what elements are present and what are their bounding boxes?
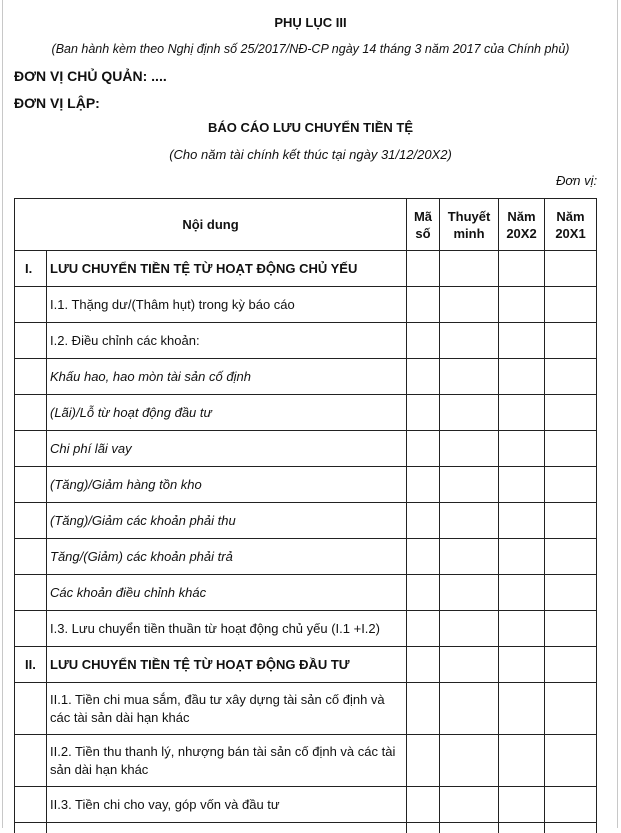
note-cell [440,359,499,395]
row-number [15,359,47,395]
note-cell [440,431,499,467]
row-content-line: Khấu hao, hao mòn tài sản cố định [50,368,251,384]
code-cell [407,735,440,787]
row-content [47,503,407,539]
preparing-unit: ĐƠN VỊ LẬP: [14,95,100,111]
year-20x1-cell [545,287,597,323]
table-row [15,683,597,735]
appendix-title: PHỤ LỤC III [274,15,347,30]
row-content-line: II.1. Tiền chi mua sắm, đầu tư xây dựng tài sản cố định và [50,691,385,707]
code-cell [407,359,440,395]
row-content [47,539,407,575]
year-20x2-cell [499,575,545,611]
year-20x2-cell [499,359,545,395]
year-20x2-cell [499,683,545,735]
table-row [15,323,597,359]
year-20x2-cell [499,503,545,539]
note-cell [440,323,499,359]
row-content [47,251,407,287]
table-row [15,787,597,823]
table-header-row [15,199,597,251]
row-content [47,287,407,323]
year-20x1-cell [545,683,597,735]
year-20x1-cell [545,787,597,823]
row-number [15,323,47,359]
row-number [15,611,47,647]
row-number [15,467,47,503]
row-number [15,395,47,431]
row-content-line: (Lãi)/Lỗ từ hoạt động đầu tư [50,404,212,420]
row-number [15,575,47,611]
year-20x2-cell [499,647,545,683]
year-20x1-cell [545,323,597,359]
report-subtitle: (Cho năm tài chính kết thúc tại ngày 31/12/20X2) [169,147,452,162]
col-header-year-20x1: Năm 20X1 [545,199,597,251]
table-row [15,395,597,431]
code-cell [407,647,440,683]
row-content [47,683,407,735]
col-header-code: Mã số [407,199,440,251]
row-content [47,359,407,395]
code-cell [407,287,440,323]
note-cell [440,395,499,431]
year-20x1-cell [545,503,597,539]
table-row [15,251,597,287]
row-content [47,467,407,503]
year-20x1-cell [545,467,597,503]
row-number [15,539,47,575]
note-cell [440,575,499,611]
note-cell [440,467,499,503]
row-content-line: Tăng/(Giảm) các khoản phải trả [50,548,233,564]
col-header-year-20x2: Năm 20X2 [499,199,545,251]
year-20x1-cell [545,539,597,575]
row-content-line: I.1. Thặng dư/(Thâm hụt) trong kỳ báo cáo [50,296,295,312]
code-cell [407,575,440,611]
row-content-line: LƯU CHUYỂN TIỀN TỆ TỪ HOẠT ĐỘNG CHỦ YẾU [50,260,358,276]
year-20x1-cell [545,251,597,287]
note-cell [440,735,499,787]
row-number: I. [15,251,47,287]
table-row [15,647,597,683]
table-row [15,503,597,539]
row-content-line: các tài sản dài hạn khác [50,709,190,725]
unit-label: Đơn vị: [556,173,598,188]
cash-flow-table [14,198,597,833]
row-content-line: LƯU CHUYỂN TIỀN TỆ TỪ HOẠT ĐỘNG ĐẦU TƯ [50,656,350,672]
table-row [15,611,597,647]
row-number [15,683,47,735]
year-20x2-cell [499,539,545,575]
row-content [47,431,407,467]
code-cell [407,787,440,823]
year-20x2-cell [499,735,545,787]
row-number [15,287,47,323]
code-cell [407,467,440,503]
year-20x2-cell [499,431,545,467]
row-number [15,503,47,539]
year-20x1-cell [545,575,597,611]
code-cell [407,611,440,647]
row-content [47,323,407,359]
code-cell [407,683,440,735]
table-row [15,467,597,503]
row-content-line: II.2. Tiền thu thanh lý, nhượng bán tài sản cố định và các tài [50,743,396,759]
year-20x1-cell [545,735,597,787]
year-20x2-cell [499,287,545,323]
row-content [47,787,407,823]
row-content [47,647,407,683]
note-cell [440,787,499,823]
year-20x1-cell [545,395,597,431]
table-row [15,359,597,395]
table-row [15,575,597,611]
col-header-note: Thuyết minh [440,199,499,251]
row-content-line: (Tăng)/Giảm hàng tồn kho [50,476,202,492]
row-content [47,395,407,431]
note-cell [440,503,499,539]
note-cell [440,539,499,575]
issued-note: (Ban hành kèm theo Nghị định số 25/2017/NĐ-CP ngày 14 tháng 3 năm 2017 của Chính phủ) [51,42,570,56]
table-row [15,539,597,575]
code-cell [407,539,440,575]
note-cell [440,287,499,323]
row-number [15,787,47,823]
row-content [47,611,407,647]
year-20x1-cell [545,647,597,683]
table-row [15,431,597,467]
code-cell [407,395,440,431]
row-content [47,575,407,611]
year-20x1-cell [545,611,597,647]
code-cell [407,251,440,287]
code-cell [407,323,440,359]
row-content [47,735,407,787]
row-content-line: Chi phí lãi vay [50,440,132,456]
table-row [15,287,597,323]
note-cell [440,611,499,647]
year-20x2-cell [499,395,545,431]
year-20x1-cell [545,359,597,395]
row-number [15,431,47,467]
governing-unit: ĐƠN VỊ CHỦ QUẢN: .... [14,68,167,84]
year-20x2-cell [499,467,545,503]
table-row [15,735,597,787]
year-20x2-cell [499,787,545,823]
row-content-line: II.3. Tiền chi cho vay, góp vốn và đầu tư [50,796,280,812]
note-cell [440,683,499,735]
note-cell [440,251,499,287]
row-content-line: (Tăng)/Giảm các khoản phải thu [50,512,236,528]
year-20x2-cell [499,611,545,647]
year-20x1-cell [545,431,597,467]
report-title: BÁO CÁO LƯU CHUYỂN TIỀN TỆ [207,120,414,135]
year-20x2-cell [499,323,545,359]
row-number [15,735,47,787]
row-content-line: sản dài hạn khác [50,761,149,777]
note-cell [440,647,499,683]
row-number: II. [15,647,47,683]
row-content-line: Các khoản điều chỉnh khác [50,584,207,600]
code-cell [407,503,440,539]
year-20x2-cell [499,251,545,287]
row-content-line: I.2. Điều chỉnh các khoản: [50,332,200,348]
row-content-line: I.3. Lưu chuyển tiền thuần từ hoạt động chủ yếu (I.1 +I.2) [50,620,380,636]
code-cell [407,431,440,467]
col-header-content: Nội dung [15,199,407,251]
